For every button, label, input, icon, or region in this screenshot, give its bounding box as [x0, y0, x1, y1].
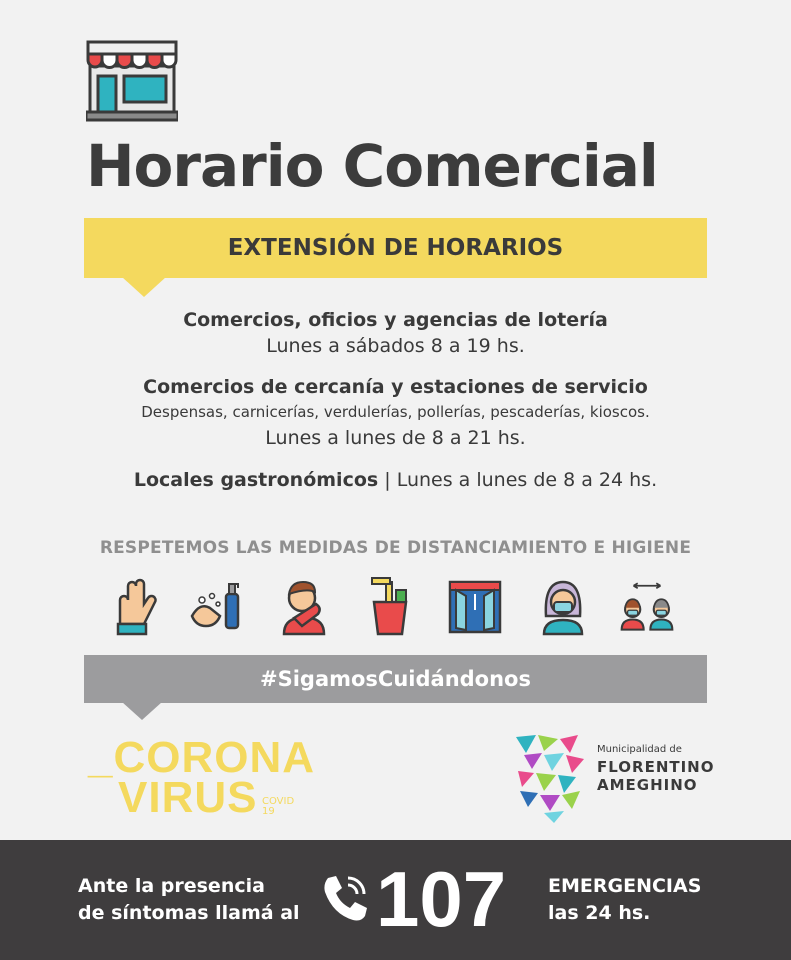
schedule-2-hours: Lunes a lunes de 8 a 21 hs.: [265, 427, 526, 449]
municipality-label: Municipalidad de: [597, 744, 682, 755]
corona-line2: VIRUS: [118, 773, 258, 822]
measures-heading: RESPETEMOS LAS MEDIDAS DE DISTANCIAMIENTO E HIGIENE: [99, 538, 692, 558]
hand-wash-icon: [188, 576, 242, 636]
emergency-number: 107: [376, 855, 507, 943]
covid-label: [262, 797, 294, 817]
banner-pointer: [122, 277, 166, 297]
open-window-icon: [448, 576, 502, 636]
footer-left-line1: Ante la presencia: [78, 875, 265, 897]
corona-line1: _CORONA: [88, 733, 316, 782]
schedule-3-hours: Lunes a lunes de 8 a 24 hs.: [396, 469, 658, 491]
social-distance-icon: [620, 576, 674, 636]
phone-icon: [318, 872, 370, 924]
schedule-1-title: Comercios, oficios y agencias de lotería: [183, 309, 608, 331]
municipality-line2: AMEGHINO: [597, 776, 698, 794]
covid-line1: COVID: [262, 796, 295, 807]
schedule-2-detail: Despensas, carnicerías, verdulerías, pollerías, pescaderías, kioscos.: [141, 403, 650, 421]
footer-right-line2: las 24 hs.: [548, 902, 651, 924]
schedule-1-hours: Lunes a sábados 8 a 19 hs.: [266, 335, 525, 357]
schedule-3-separator: |: [378, 469, 397, 491]
storefront-icon: [86, 40, 178, 122]
hashtag-banner: #SigamosCuidándonos: [84, 655, 707, 703]
emergency-footer: [0, 840, 791, 960]
footer-right-line1: EMERGENCIAS: [548, 875, 702, 897]
covid-line2: 19: [262, 806, 275, 817]
footer-left-line2: de síntomas llamá al: [78, 902, 300, 924]
municipality-name: [597, 758, 715, 794]
cough-elbow-icon: [276, 576, 330, 636]
schedule-3-title: Locales gastronómicos: [133, 469, 379, 491]
schedule-3: [0, 469, 791, 491]
hashtag-pointer: [122, 702, 162, 720]
hand-stop-icon: [104, 576, 158, 636]
extension-banner: EXTENSIÓN DE HORARIOS: [84, 218, 707, 278]
measures-icons: [104, 576, 694, 638]
footer-message: [78, 873, 300, 927]
municipality-line1: FLORENTINO: [597, 758, 715, 776]
page-title: Horario Comercial: [86, 132, 658, 200]
triangles-logo-icon: [514, 733, 588, 823]
footer-emergency: [548, 873, 701, 927]
schedule-2-title: Comercios de cercanía y estaciones de servicio: [143, 376, 648, 398]
face-mask-icon: [536, 576, 590, 636]
cleaning-bucket-icon: [364, 576, 418, 636]
